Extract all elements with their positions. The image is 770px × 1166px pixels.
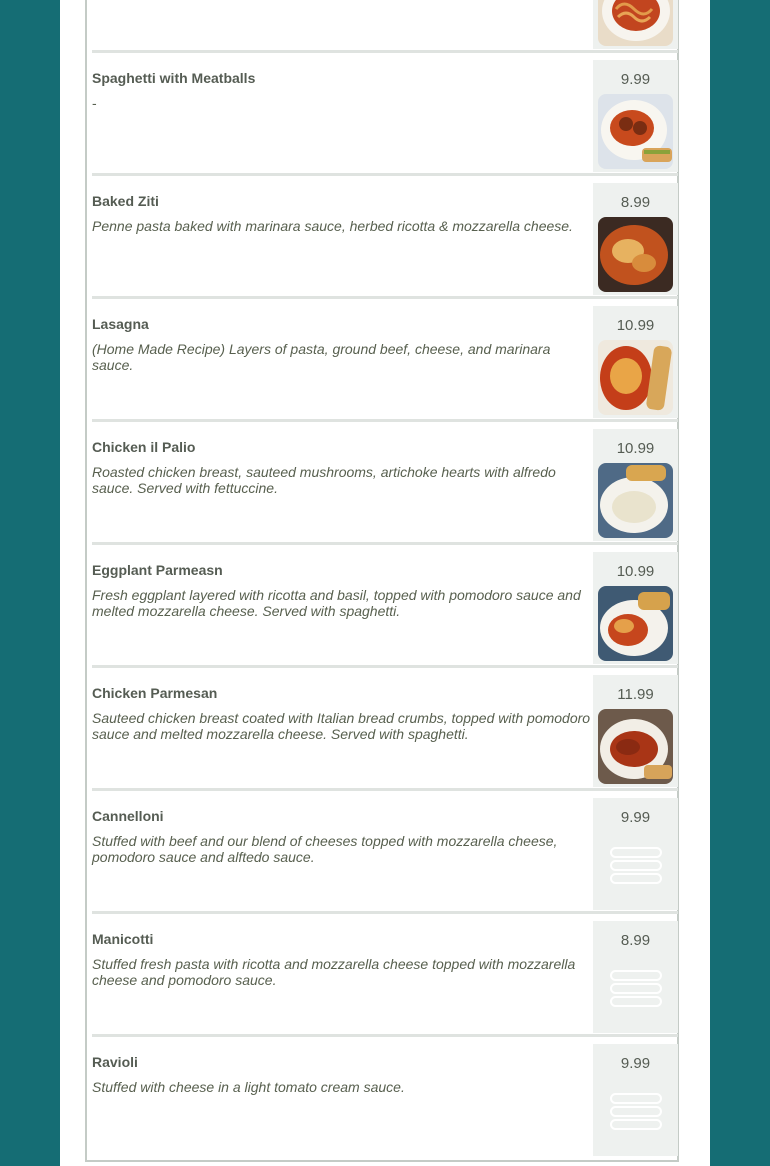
menu-item[interactable] — [92, 919, 678, 1037]
item-name[interactable]: Manicotti — [92, 931, 154, 947]
price-box — [593, 1044, 678, 1156]
item-name[interactable]: Lasagna — [92, 316, 149, 332]
chicken-parmesan-photo[interactable] — [598, 709, 673, 784]
price-box — [593, 60, 678, 172]
chicken-il-palio-photo[interactable] — [598, 463, 673, 538]
item-description: Penne pasta baked with marinara sauce, herbed ricotta & mozzarella cheese. — [92, 218, 573, 234]
pasta-placeholder-icon — [608, 968, 664, 1014]
item-description: (Home Made Recipe) Layers of pasta, ground beef, cheese, and marinara sauce. — [92, 341, 551, 373]
item-name[interactable]: Cannelloni — [92, 808, 164, 824]
item-description: Stuffed with beef and our blend of cheeses topped with mozzarella cheese, pomodoro sauce and alftedo sauce. — [92, 833, 558, 865]
menu-panel — [85, 0, 679, 1162]
content-page — [60, 0, 710, 1166]
item-description: Roasted chicken breast, sauteed mushrooms, artichoke hearts with alfredo sauce. Served with fettuccine. — [92, 464, 556, 496]
eggplant-parmesan-photo[interactable] — [598, 586, 673, 661]
dish-photo[interactable] — [598, 0, 673, 46]
price-box — [593, 183, 678, 295]
item-price: 9.99 — [620, 1055, 651, 1072]
item-price: 11.99 — [617, 686, 654, 703]
price-box — [593, 675, 678, 787]
item-description: Stuffed with cheese in a light tomato cream sauce. — [92, 1079, 405, 1095]
pasta-placeholder-icon — [608, 1091, 664, 1137]
menu-item[interactable] — [92, 1042, 678, 1160]
item-name[interactable]: Ravioli — [92, 1054, 138, 1070]
price-box — [593, 798, 678, 910]
item-price: 9.99 — [620, 809, 651, 826]
item-name[interactable]: Baked Ziti — [92, 193, 159, 209]
menu-item[interactable] — [92, 304, 678, 422]
item-name[interactable]: Chicken il Palio — [92, 439, 196, 455]
menu-item[interactable] — [92, 550, 678, 668]
price-box — [593, 0, 678, 49]
menu-item[interactable] — [92, 181, 678, 299]
price-box — [593, 921, 678, 1033]
item-price: 9.99 — [620, 71, 651, 88]
price-box — [593, 306, 678, 418]
item-price: 10.99 — [616, 440, 655, 457]
menu-item[interactable] — [92, 427, 678, 545]
item-description: Fresh eggplant layered with ricotta and basil, topped with pomodoro sauce and melted mozzarella cheese. Served with spaghetti. — [92, 587, 581, 619]
item-name[interactable]: Spaghetti with Meatballs — [92, 70, 256, 86]
spaghetti-meatballs-photo[interactable] — [598, 94, 673, 169]
item-price: 8.99 — [620, 932, 651, 949]
menu-item-partial[interactable] — [92, 0, 678, 53]
price-box — [593, 552, 678, 664]
item-name[interactable]: Eggplant Parmeasn — [92, 562, 223, 578]
item-description: - — [92, 95, 97, 111]
pasta-placeholder-icon — [608, 845, 664, 891]
menu-item[interactable] — [92, 673, 678, 791]
baked-ziti-photo[interactable] — [598, 217, 673, 292]
item-description: Stuffed fresh pasta with ricotta and mozzarella cheese topped with mozzarella cheese and pomodoro sauce. — [92, 956, 576, 988]
item-price: 8.99 — [620, 194, 651, 211]
menu-item[interactable] — [92, 796, 678, 914]
menu-item[interactable] — [92, 58, 678, 176]
price-box — [593, 429, 678, 541]
item-price: 10.99 — [616, 317, 655, 334]
item-name[interactable]: Chicken Parmesan — [92, 685, 218, 701]
item-description: Sauteed chicken breast coated with Italian bread crumbs, topped with pomodoro sauce and melted mozzarella cheese. Served with spaghetti. — [92, 710, 591, 742]
lasagna-photo[interactable] — [598, 340, 673, 415]
item-price: 10.99 — [616, 563, 655, 580]
